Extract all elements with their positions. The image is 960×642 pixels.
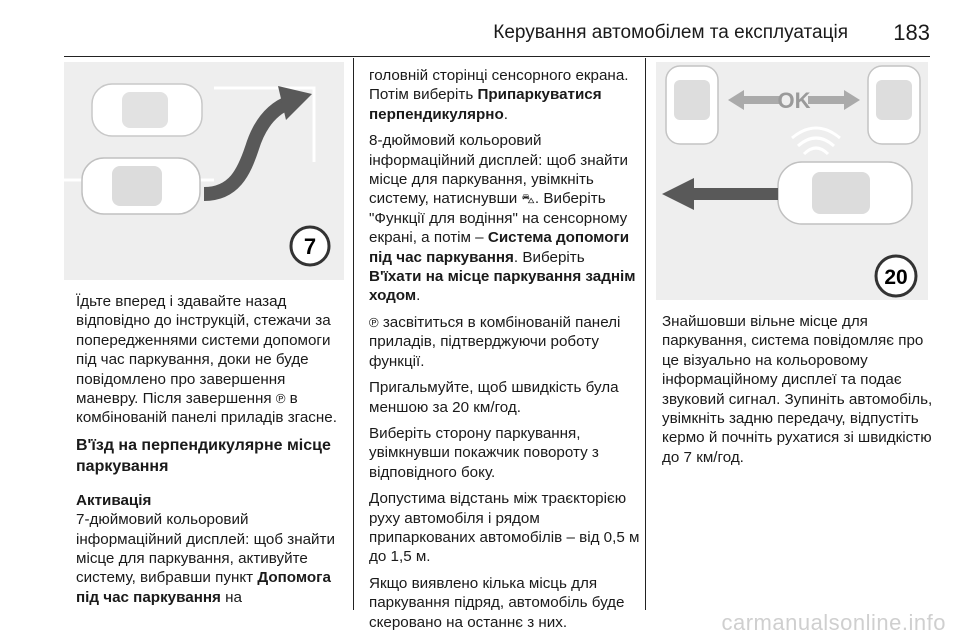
watermark: carmanualsonline.info	[721, 610, 946, 635]
paragraph-side: Виберіть сторону паркування, увімкнувши покажчик повороту з відповідного боку.	[369, 424, 599, 481]
middle-column	[369, 66, 641, 639]
active-car	[82, 158, 200, 214]
right-column	[662, 312, 938, 474]
moving-car	[778, 162, 912, 224]
parked-car-top	[92, 84, 202, 136]
paragraph-drive: Їдьте вперед і здавайте назад відповідно до інструкцій, стежачи за попередженнями системи допомоги під час паркування, доки не буде повідомлено про завершення маневру. Після завершення ℗ в комбінованій панелі приладів згасне.	[76, 293, 337, 427]
section-title: В'їзд на перпендикулярне місце паркування	[76, 436, 331, 475]
paragraph-distance: Допустима відстань між траєкторією руху автомобіля і рядом припаркованих автомобілів – від 0,5 м до 1,5 м.	[369, 490, 640, 566]
ok-label: OK	[777, 88, 811, 113]
column-divider-1	[353, 58, 354, 610]
figure-parking-maneuver	[64, 62, 344, 280]
link-reverse-parking: В'їхати на місце паркування заднім ходом	[369, 268, 636, 305]
paragraph-multiple: Якщо виявлено кілька місць для паркування підряд, автомобіль буде скеровано на останнє з них.	[369, 574, 625, 631]
link-parking-assist: Допомога під час паркування	[76, 569, 331, 606]
car-icon: ⛍	[521, 191, 535, 207]
activation-title: Активація	[76, 491, 152, 509]
parked-car-left	[666, 66, 718, 144]
paragraph-8inch: 8-дюймовий кольоровий інформаційний дисплей: щоб знайти місце для паркування, увімкніть систему, натиснувши ⛍. Виберіть "Функції для водіння" на сенсорному екрані, а потім – Система допомоги під час паркування. Виберіть В'їхати на місце паркування заднім ходом.	[369, 132, 636, 305]
paragraph-found: Знайшовши вільне місце для паркування, система повідомляє про це візуально на кольоровому інформаційному дисплеї та подає звуковий сигнал. Зупиніть автомобіль, увімкніть задню передачу, відпустіть кермо й почніть рухатися зі швидкістю до 7 км/год.	[662, 313, 933, 466]
parked-car-right	[868, 66, 920, 144]
parking-detection-illustration	[656, 62, 928, 300]
parking-maneuver-illustration	[64, 62, 344, 280]
paragraph-activation: 7-дюймовий кольоровий інформаційний дисплей: щоб знайти місце для паркування, активуйте систему, вибравши пункт Допомога під час паркування на	[76, 511, 335, 606]
paragraph-indicator: ℗ засвітиться в комбінованій панелі приладів, підтверджуючи роботу функції.	[369, 313, 621, 370]
link-parking-system: Система допомоги під час паркування	[369, 229, 630, 266]
left-column	[76, 292, 348, 614]
paragraph-select-perpendicular: головній сторінці сенсорного екрана. Потім виберіть Припаркуватися перпендикулярно.	[369, 67, 629, 123]
page-number: 183	[893, 20, 930, 45]
parking-assist-icon: ℗	[369, 314, 379, 330]
figure-20-number: 20	[884, 266, 908, 289]
figure-7-number: 7	[303, 234, 317, 259]
header-rule	[64, 56, 930, 57]
figure-parking-detection	[656, 62, 928, 300]
parking-assist-icon: ℗	[275, 391, 286, 407]
paragraph-brake: Пригальмуйте, щоб швидкість була меншою за 20 км/год.	[369, 379, 619, 416]
column-divider-2	[645, 58, 646, 610]
link-perpendicular: Припаркуватися перпендикулярно	[369, 86, 602, 123]
page-header-title: Керування автомобілем та експлуатація	[493, 22, 848, 43]
